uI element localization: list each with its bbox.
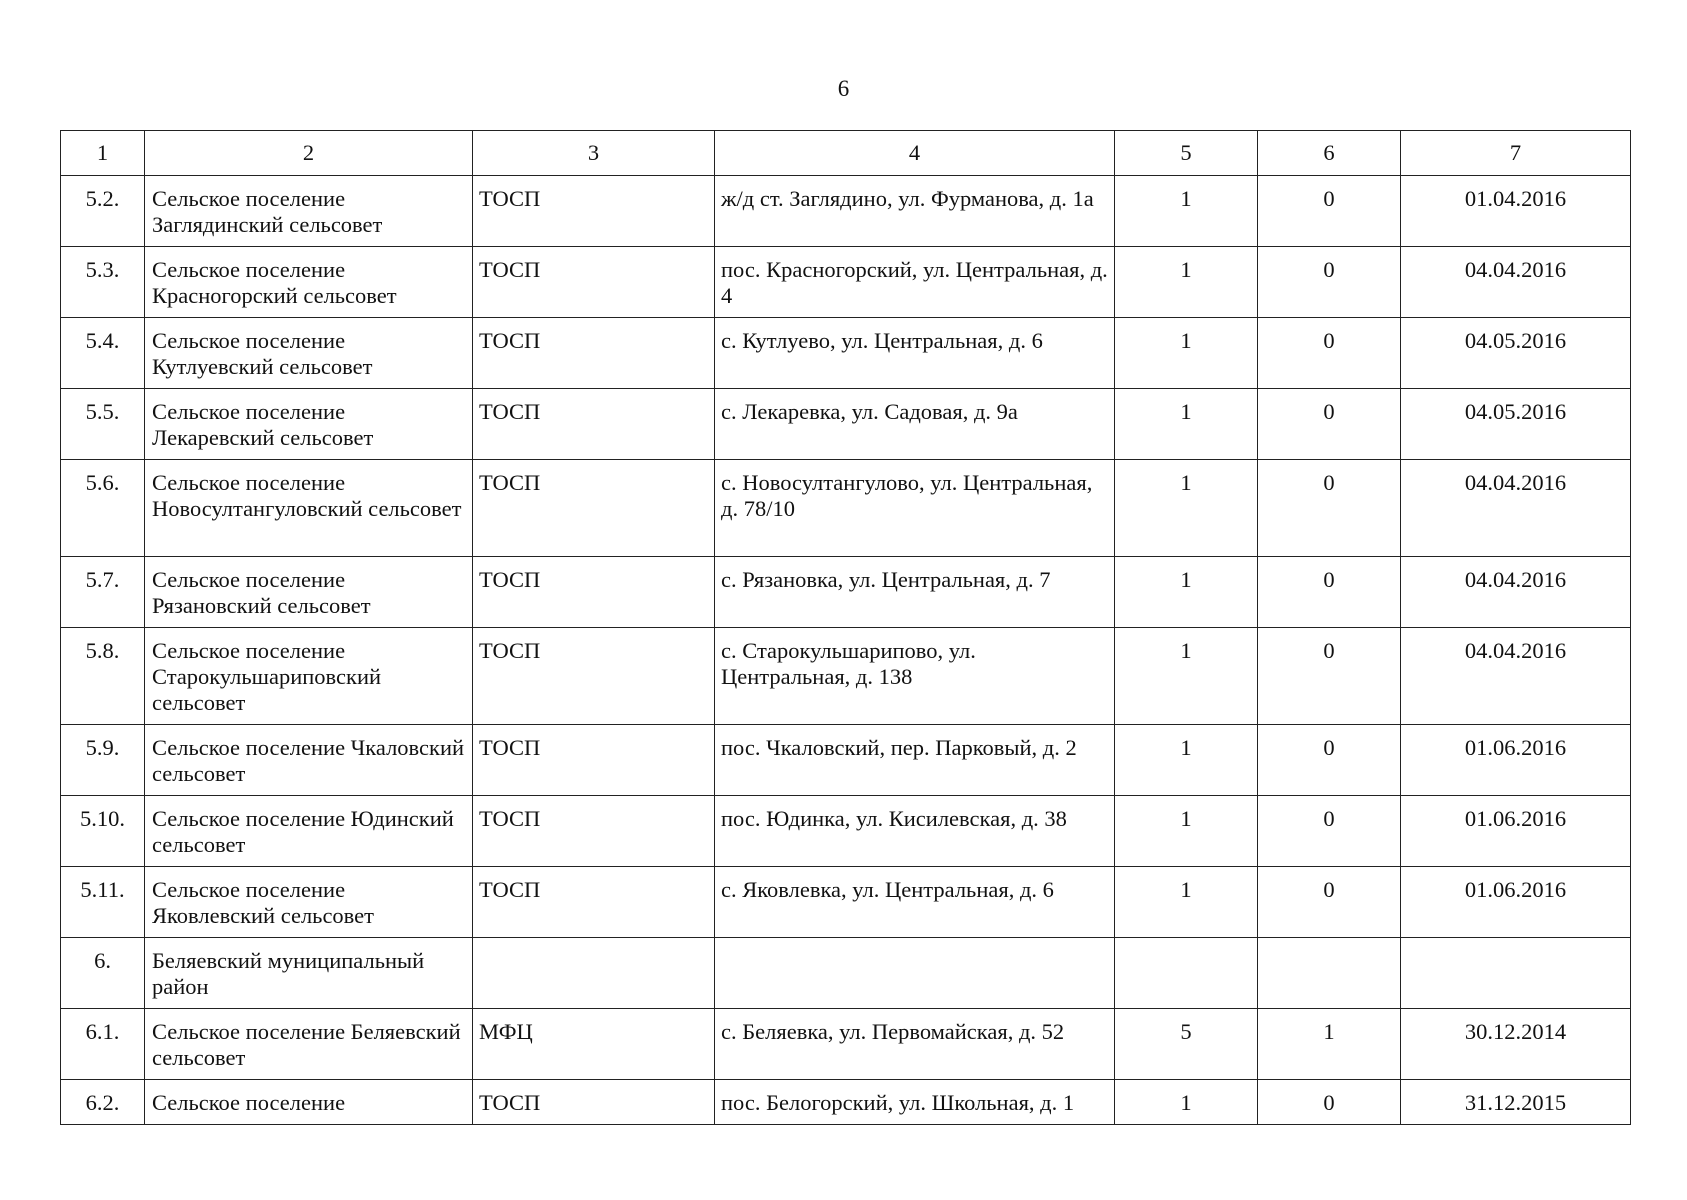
settlement-name: Сельское поселение Лекаревский сельсовет	[145, 389, 473, 460]
address: с. Беляевка, ул. Первомайская, д. 52	[715, 1009, 1115, 1080]
address: пос. Красногорский, ул. Центральная, д. 4	[715, 247, 1115, 318]
office-type: ТОСП	[473, 247, 715, 318]
office-type: ТОСП	[473, 725, 715, 796]
row-number: 6.1.	[61, 1009, 145, 1080]
office-type: МФЦ	[473, 1009, 715, 1080]
row-number: 5.7.	[61, 557, 145, 628]
row-number: 5.5.	[61, 389, 145, 460]
settlement-name: Сельское поселение Кутлуевский сельсовет	[145, 318, 473, 389]
address: с. Кутлуево, ул. Центральная, д. 6	[715, 318, 1115, 389]
count-col6: 0	[1258, 389, 1401, 460]
address: с. Старокульшарипово, ул. Центральная, д. 138	[715, 628, 1115, 725]
table-row	[61, 725, 1631, 796]
office-type: ТОСП	[473, 389, 715, 460]
table-row	[61, 389, 1631, 460]
settlement-name: Сельское поселение Чкаловский сельсовет	[145, 725, 473, 796]
count-col5: 5	[1115, 1009, 1258, 1080]
count-col6: 0	[1258, 176, 1401, 247]
settlement-name: Сельское поселение Яковлевский сельсовет	[145, 867, 473, 938]
count-col6: 0	[1258, 796, 1401, 867]
table-row	[61, 557, 1631, 628]
office-type: ТОСП	[473, 557, 715, 628]
count-col5: 1	[1115, 247, 1258, 318]
settlement-name: Сельское поселение Красногорский сельсовет	[145, 247, 473, 318]
settlement-name: Сельское поселение Юдинский сельсовет	[145, 796, 473, 867]
count-col5: 1	[1115, 389, 1258, 460]
office-type: ТОСП	[473, 460, 715, 557]
table-row	[61, 1009, 1631, 1080]
date: 01.06.2016	[1401, 867, 1631, 938]
date: 04.04.2016	[1401, 628, 1631, 725]
count-col6: 0	[1258, 247, 1401, 318]
table-row	[61, 247, 1631, 318]
date: 01.06.2016	[1401, 796, 1631, 867]
row-number: 5.3.	[61, 247, 145, 318]
address: ж/д ст. Заглядино, ул. Фурманова, д. 1а	[715, 176, 1115, 247]
count-col6: 0	[1258, 867, 1401, 938]
address: пос. Юдинка, ул. Кисилевская, д. 38	[715, 796, 1115, 867]
office-type	[473, 938, 715, 1009]
date: 04.04.2016	[1401, 557, 1631, 628]
row-number: 5.9.	[61, 725, 145, 796]
count-col5: 1	[1115, 1080, 1258, 1125]
date: 04.04.2016	[1401, 460, 1631, 557]
settlement-name: Сельское поселение Рязановский сельсовет	[145, 557, 473, 628]
row-number: 5.11.	[61, 867, 145, 938]
column-header: 4	[715, 131, 1115, 176]
office-type: ТОСП	[473, 628, 715, 725]
settlement-name: Сельское поселение Новосултангуловский сельсовет	[145, 460, 473, 557]
column-header: 3	[473, 131, 715, 176]
count-col5: 1	[1115, 460, 1258, 557]
date: 04.05.2016	[1401, 318, 1631, 389]
table-row	[61, 796, 1631, 867]
date: 01.06.2016	[1401, 725, 1631, 796]
table-row	[61, 460, 1631, 557]
column-header: 1	[61, 131, 145, 176]
date: 30.12.2014	[1401, 1009, 1631, 1080]
count-col5: 1	[1115, 796, 1258, 867]
table-row	[61, 176, 1631, 247]
row-number: 6.2.	[61, 1080, 145, 1125]
office-type: ТОСП	[473, 318, 715, 389]
date: 04.04.2016	[1401, 247, 1631, 318]
table-row	[61, 628, 1631, 725]
address: с. Яковлевка, ул. Центральная, д. 6	[715, 867, 1115, 938]
table-row	[61, 867, 1631, 938]
column-header: 5	[1115, 131, 1258, 176]
data-table	[60, 130, 1631, 1125]
count-col6: 0	[1258, 557, 1401, 628]
date: 01.04.2016	[1401, 176, 1631, 247]
count-col5	[1115, 938, 1258, 1009]
column-header: 7	[1401, 131, 1631, 176]
settlement-name: Сельское поселение Беляевский сельсовет	[145, 1009, 473, 1080]
count-col5: 1	[1115, 318, 1258, 389]
date: 04.05.2016	[1401, 389, 1631, 460]
table-row	[61, 1080, 1631, 1125]
table-row	[61, 318, 1631, 389]
count-col5: 1	[1115, 867, 1258, 938]
settlement-name: Сельское поселение Старокульшариповский сельсовет	[145, 628, 473, 725]
header-row	[61, 131, 1631, 176]
row-number: 5.2.	[61, 176, 145, 247]
column-header: 2	[145, 131, 473, 176]
office-type: ТОСП	[473, 1080, 715, 1125]
table-row-district	[61, 938, 1631, 1009]
address	[715, 938, 1115, 1009]
count-col5: 1	[1115, 557, 1258, 628]
count-col6: 0	[1258, 1080, 1401, 1125]
office-type: ТОСП	[473, 176, 715, 247]
office-type: ТОСП	[473, 796, 715, 867]
settlement-name: Сельское поселение	[145, 1080, 473, 1125]
address: с. Рязановка, ул. Центральная, д. 7	[715, 557, 1115, 628]
date	[1401, 938, 1631, 1009]
row-number: 6.	[61, 938, 145, 1009]
count-col6: 0	[1258, 725, 1401, 796]
settlement-name: Сельское поселение Заглядинский сельсовет	[145, 176, 473, 247]
page-number: 6	[837, 76, 850, 101]
district-name: Беляевский муниципальный район	[145, 938, 473, 1009]
count-col6: 0	[1258, 628, 1401, 725]
row-number: 5.10.	[61, 796, 145, 867]
address: пос. Чкаловский, пер. Парковый, д. 2	[715, 725, 1115, 796]
address: пос. Белогорский, ул. Школьная, д. 1	[715, 1080, 1115, 1125]
row-number: 5.4.	[61, 318, 145, 389]
count-col6: 1	[1258, 1009, 1401, 1080]
count-col6	[1258, 938, 1401, 1009]
address: с. Лекаревка, ул. Садовая, д. 9а	[715, 389, 1115, 460]
row-number: 5.6.	[61, 460, 145, 557]
office-type: ТОСП	[473, 867, 715, 938]
count-col6: 0	[1258, 460, 1401, 557]
row-number: 5.8.	[61, 628, 145, 725]
address: с. Новосултангулово, ул. Центральная, д. 78/10	[715, 460, 1115, 557]
column-header: 6	[1258, 131, 1401, 176]
date: 31.12.2015	[1401, 1080, 1631, 1125]
count-col5: 1	[1115, 725, 1258, 796]
count-col5: 1	[1115, 176, 1258, 247]
count-col5: 1	[1115, 628, 1258, 725]
count-col6: 0	[1258, 318, 1401, 389]
